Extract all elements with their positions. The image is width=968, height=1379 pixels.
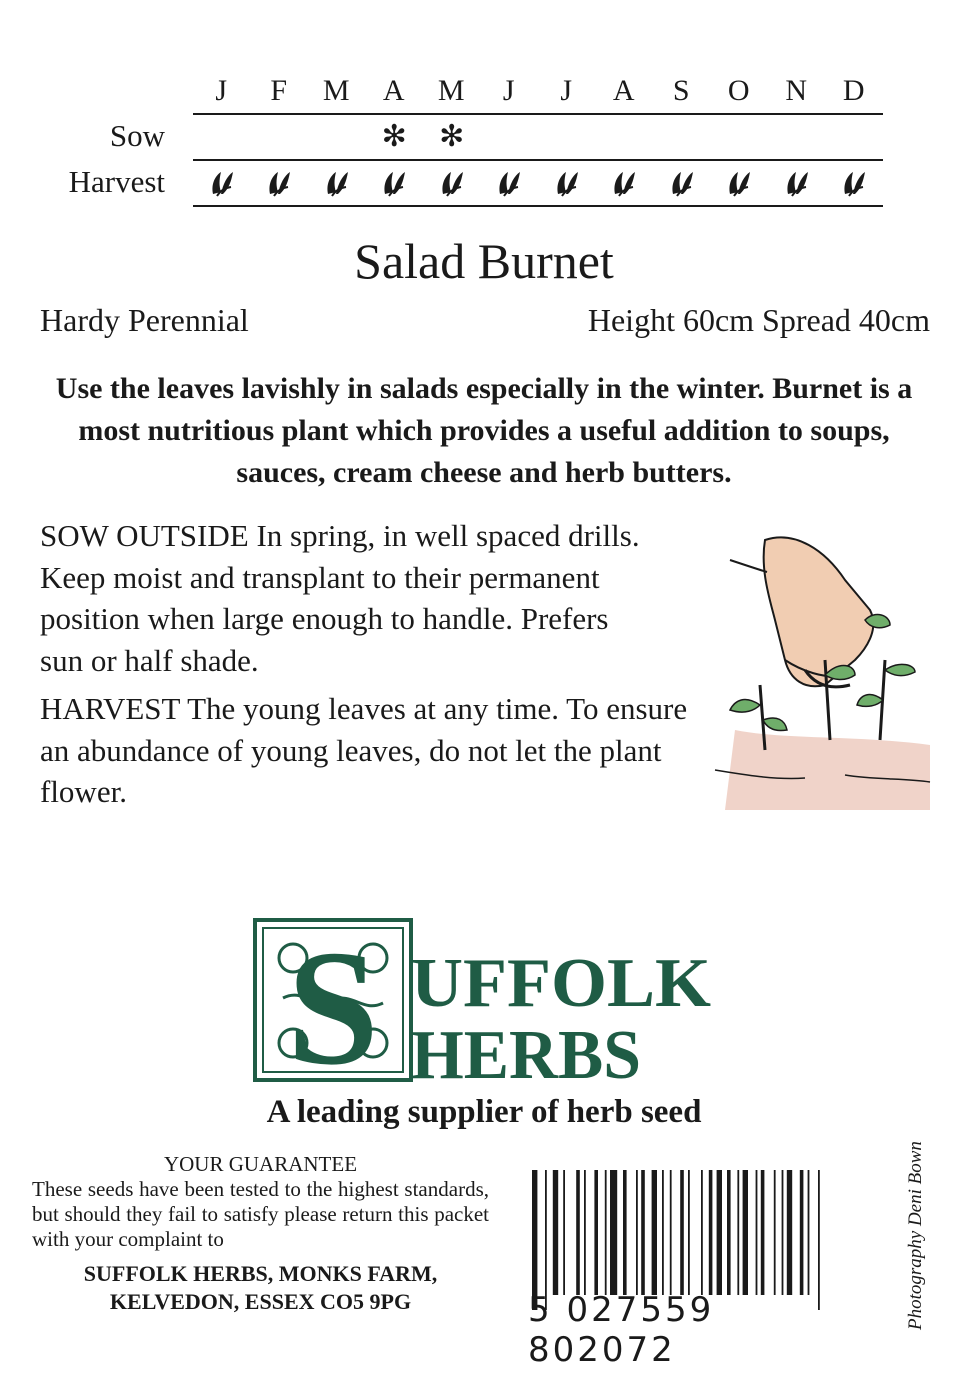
barcode-bar: [737, 1170, 739, 1295]
sow-instructions: [40, 515, 650, 681]
month-10: O: [727, 74, 751, 107]
harvest-leaf-icon: [193, 168, 251, 198]
barcode-bar: [680, 1170, 684, 1295]
barcode-bar: [532, 1170, 537, 1310]
harvest-leaf-icon: [251, 168, 309, 198]
photo-credit-text: Photography Deni Bown: [905, 1141, 926, 1330]
barcode-bar: [662, 1170, 664, 1295]
sow-marker-icon: ✻: [381, 119, 407, 154]
plant-type: Hardy Perennial: [40, 302, 249, 338]
barcode-bar: [727, 1170, 731, 1295]
month-6: J: [502, 74, 516, 107]
harvest-leaf-icon: [711, 168, 769, 198]
harvest-leaf-icon: [596, 168, 654, 198]
barcode-bar: [800, 1170, 804, 1295]
hand-planting-illustration: [705, 510, 940, 820]
harvest-leaf-icon: [826, 168, 884, 198]
tagline: A leading supplier of herb seed: [266, 1094, 702, 1130]
harvest-leaf-icon: [768, 168, 826, 198]
guarantee-title: YOUR GUARANTEE: [163, 1152, 358, 1176]
calendar-rule-bottom: [193, 205, 883, 207]
harvest-leaf-icon: [423, 168, 481, 198]
harvest-leaf-icon: [538, 168, 596, 198]
month-2: F: [270, 74, 289, 107]
month-header: [193, 74, 883, 114]
barcode-bar: [818, 1170, 820, 1310]
photo-credit: [905, 1100, 935, 1330]
barcode-bar: [610, 1170, 617, 1295]
month-12: D: [842, 74, 866, 107]
barcode-bar: [623, 1170, 627, 1295]
barcode-bar: [636, 1170, 638, 1295]
month-11: N: [785, 74, 809, 107]
barcode-bar: [688, 1170, 690, 1295]
logo-graphic: [253, 918, 723, 1088]
barcode-bar: [594, 1170, 598, 1295]
month-7: J: [560, 74, 574, 107]
harvest-instructions: [40, 688, 705, 813]
barcode-bar: [670, 1170, 672, 1295]
harvest-leaf-icon: [653, 168, 711, 198]
barcode-bar: [808, 1170, 810, 1295]
sow-row: [193, 119, 883, 154]
barcode-bar: [563, 1170, 565, 1295]
barcode-bar: [782, 1170, 784, 1295]
logo-initial: S: [287, 918, 379, 1088]
address-line-1: SUFFOLK HERBS, MONKS FARM,: [83, 1261, 438, 1286]
address: [32, 1260, 489, 1316]
barcode-number: 5 027559 802072: [528, 1290, 715, 1370]
address-line-2: KELVEDON, ESSEX CO5 9PG: [109, 1289, 412, 1314]
harvest-row: [193, 168, 883, 200]
month-3: M: [322, 74, 351, 107]
sow-text: In spring, in well spaced drills. Keep moist and transplant to their permanent position when large enough to handle. Prefers sun or half shade.: [40, 518, 640, 678]
product-title: Salad Burnet: [354, 233, 614, 289]
intro-text: Use the leaves lavishly in salads especially in the winter. Burnet is a most nutritious plant which provides a useful addition to soups, sauces, cream cheese and herb butters.: [55, 372, 913, 489]
month-4: A: [382, 74, 406, 107]
barcode-bar: [605, 1170, 607, 1295]
barcode-bar: [743, 1170, 748, 1295]
harvest-leaf-icon: [366, 168, 424, 198]
barcode-bar: [761, 1170, 765, 1295]
harvest-text: The young leaves at any time. To ensure an abundance of young leaves, do not let the plant flower.: [40, 691, 688, 809]
sow-marker-icon: ✻: [439, 119, 465, 154]
barcode-bar: [774, 1170, 776, 1295]
harvest-leaf-icon: [481, 168, 539, 198]
barcode-bar: [576, 1170, 580, 1295]
sow-heading: SOW OUTSIDE: [40, 518, 249, 553]
harvest-row-label: Harvest: [68, 164, 165, 199]
harvest-leaf-icon: [308, 168, 366, 198]
barcode-bar: [553, 1170, 558, 1295]
harvest-heading: HARVEST: [40, 691, 180, 726]
barcode-bar: [709, 1170, 713, 1295]
logo-line2: HERBS: [411, 1017, 641, 1088]
barcode-bar: [756, 1170, 758, 1295]
plant-size: Height 60cm Spread 40cm: [587, 302, 930, 338]
suffolk-herbs-logo: [253, 918, 723, 1088]
calendar-rule-middle: [193, 159, 883, 161]
month-5: M: [437, 74, 466, 107]
barcode-bar: [717, 1170, 722, 1295]
calendar-rule-top: [193, 113, 883, 115]
barcode-bar: [641, 1170, 645, 1295]
month-8: A: [612, 74, 636, 107]
barcode-bar: [652, 1170, 657, 1295]
guarantee-body: These seeds have been tested to the highest standards, but should they fail to satisfy please return this packet with your complaint to: [32, 1177, 489, 1251]
barcode-bar: [545, 1170, 547, 1310]
barcode-bar: [701, 1170, 703, 1295]
barcode-bar: [787, 1170, 792, 1295]
barcode-bar: [584, 1170, 586, 1295]
logo-line1: UFFOLK: [411, 945, 711, 1022]
month-1: J: [215, 74, 229, 107]
month-9: S: [672, 74, 691, 107]
sow-row-label: Sow: [109, 118, 165, 153]
